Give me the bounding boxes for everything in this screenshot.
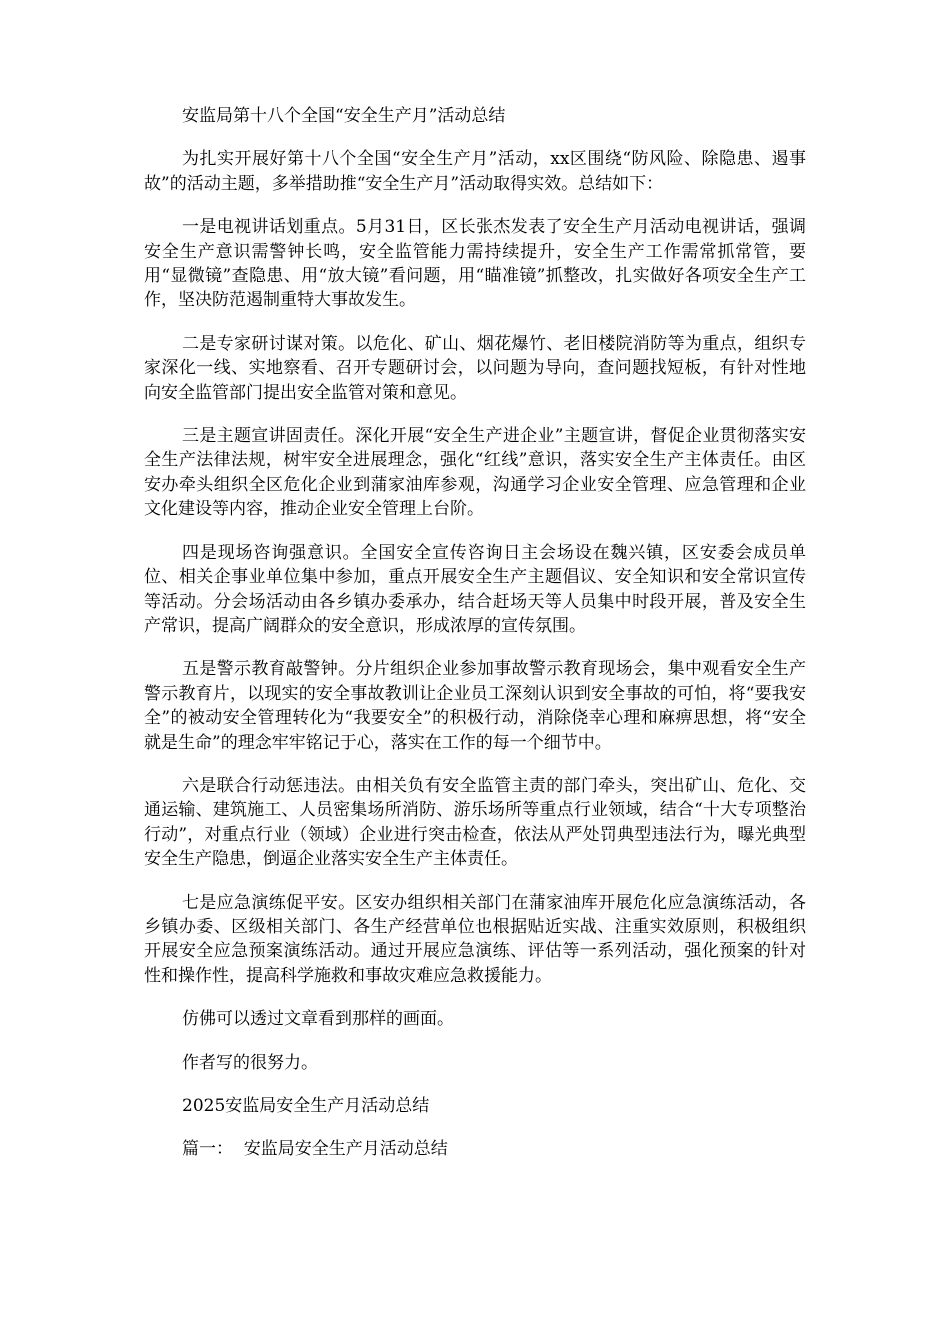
intro-paragraph: 为扎实开展好第十八个全国“安全生产月”活动，xx区围绕“防风险、除隐患、遏事故”的活动主题，多举措助推“安全生产月”活动取得实效。总结如下： [144,149,806,194]
section-paragraph-7: 七是应急演练促平安。区安办组织相关部门在蒲家油库开展危化应急演练活动，各乡镇办委、区级相关部门、各生产经营单位也根据贴近实战、注重实效原则，积极组织开展安全应急预案演练活动。通过开展应急演练、评估等一系列活动，强化预案的针对性和操作性，提高科学施救和事故灾难应急救援能力。 [144,892,806,986]
closing-line-1: 仿佛可以透过文章看到那样的画面。 [182,1009,454,1030]
closing-line-2: 作者写的很努力。 [182,1052,318,1073]
section-paragraph-6: 六是联合行动惩违法。由相关负有安全监管主责的部门牵头，突出矿山、危化、交通运输、建筑施工、人员密集场所消防、游乐场所等重点行业领域，结合“十大专项整治行动”，对重点行业（领域）企业进行突击检查，依法从严处罚典型违法行为，曝光典型安全生产隐患，倒逼企业落实安全生产主体责任。 [144,775,806,870]
section-paragraph-5: 五是警示教育敲警钟。分片组织企业参加事故警示教育现场会，集中观看安全生产警示教育片，以现实的安全事故教训让企业员工深刻认识到安全事故的可怕，将“要我安全”的被动安全管理转化为“我要安全”的积极行动，消除侥幸心理和麻痹思想，将“安全就是生命”的理念牢牢铭记于心，落实在工作的每一个细节中。 [144,659,806,753]
next-document-subtitle: 篇一： 安监局安全生产月活动总结 [182,1139,448,1160]
next-document-title: 2025安监局安全生产月活动总结 [182,1096,430,1116]
document-title: 安监局第十八个全国“安全生产月”活动总结 [182,106,506,126]
section-paragraph-3: 三是主题宣讲固责任。深化开展“安全生产进企业”主题宣讲，督促企业贯彻落实安全生产法律法规，树牢安全进展理念，强化“红线”意识，落实安全生产主体责任。由区安办牵头组织全区危化企业到蒲家油库参观，沟通学习企业安全管理、应急管理和企业文化建设等内容，推动企业安全管理上台阶。 [144,426,806,520]
document-page [144,104,806,1181]
section-paragraph-1: 一是电视讲话划重点。5月31日，区长张杰发表了安全生产月活动电视讲话，强调安全生产意识需警钟长鸣，安全监管能力需持续提升，安全生产工作需常抓常管，要用“显微镜”查隐患、用“放大镜”看问题，用“瞄准镜”抓整改，扎实做好各项安全生产工作，坚决防范遏制重特大事故发生。 [144,217,806,311]
section-paragraph-4: 四是现场咨询强意识。全国安全宣传咨询日主会场设在魏兴镇，区安委会成员单位、相关企事业单位集中参加，重点开展安全生产主题倡议、安全知识和安全常识宣传等活动。分会场活动由各乡镇办委承办，结合赶场天等人员集中时段开展，普及安全生产常识，提高广阔群众的安全意识，形成浓厚的宣传氛围。 [144,542,806,636]
section-paragraph-2: 二是专家研讨谋对策。以危化、矿山、烟花爆竹、老旧楼院消防等为重点，组织专家深化一线、实地察看、召开专题研讨会，以问题为导向，查问题找短板，有针对性地向安全监管部门提出安全监管对策和意见。 [144,333,806,403]
